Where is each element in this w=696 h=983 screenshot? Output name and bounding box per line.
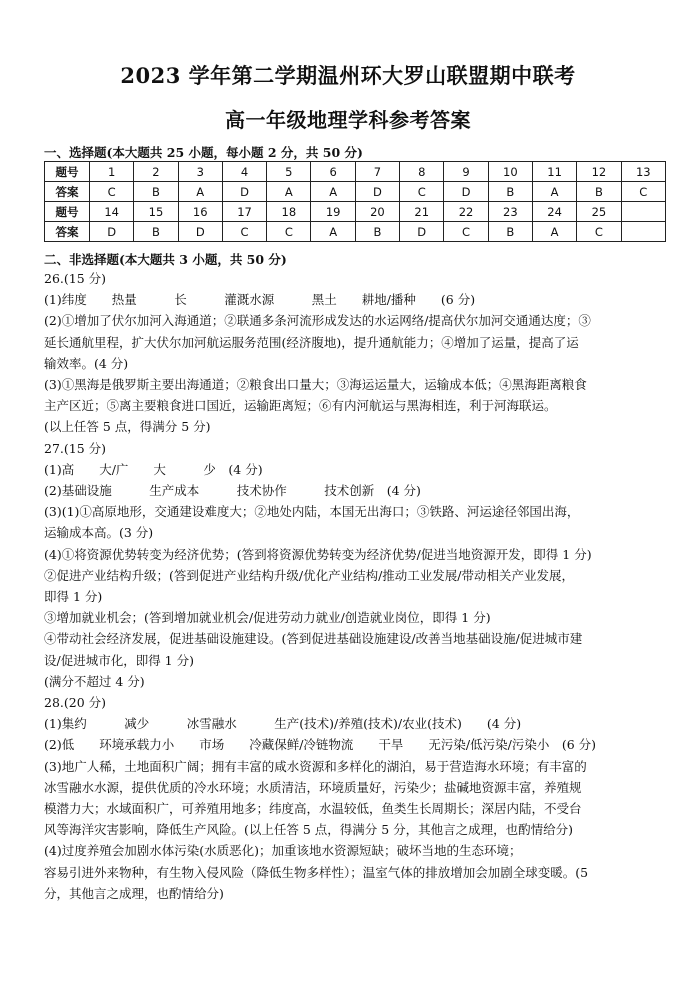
answer-cell: A [311,182,355,202]
answer-line: 延长通航里程，扩大伏尔加河航运服务范围(经济腹地)，提升通航能力；④增加了运量，提高了运 [44,334,579,350]
question-number: 7 [355,162,399,182]
section-2-body [44,268,654,904]
question-number: 25 [577,202,621,222]
question-number: 20 [355,202,399,222]
question-number: 19 [311,202,355,222]
question-number: 12 [577,162,621,182]
answer-line: (2)低 环境承载力小 市场 冷藏保鲜/冷链物流 干旱 无污染/低污染/污染小 (6 分) [44,737,597,753]
table-row [45,162,666,182]
question-number: 1 [90,162,134,182]
answer-line: (4)过度养殖会加剧水体污染(水质恶化)；加重该地水资源短缺；破坏当地的生态环境； [44,843,522,859]
question-number: 9 [444,162,488,182]
answer-cell: B [488,182,532,202]
question-number: 24 [532,202,576,222]
row-label: 答案 [45,182,90,202]
answer-cell: A [532,182,576,202]
section-2-heading: 二、非选择题(本大题共 3 小题，共 50 分) [44,252,287,267]
page-title: 2023 学年第二学期温州环大罗山联盟期中联考 [120,63,576,88]
answer-line: 分，其他言之成理，也酌情给分) [44,885,224,901]
answer-line: ③增加就业机会；(答到增加就业机会/促进劳动力就业/创造就业岗位，即得 1 分) [44,610,491,626]
answer-cell: C [90,182,134,202]
answer-line: 26.(15 分) [44,271,107,286]
answer-cell: A [267,182,311,202]
answer-line: 设/促进城市化，即得 1 分) [44,652,194,668]
question-number: 15 [134,202,178,222]
answer-cell: D [355,182,399,202]
answer-cell: C [577,222,621,242]
answer-cell: A [178,182,222,202]
answer-cell [621,222,665,242]
question-number: 17 [222,202,266,222]
answer-cell: B [488,222,532,242]
question-number: 16 [178,202,222,222]
answer-line: (1)集约 减少 冰雪融水 生产(技术)/养殖(技术)/农业(技术) (4 分) [44,716,522,732]
answer-cell: B [355,222,399,242]
question-number: 10 [488,162,532,182]
answer-cell: C [400,182,444,202]
question-number: 6 [311,162,355,182]
answer-line: (1)高 大/广 大 少 (4 分) [44,461,263,477]
answer-line: 冰雪融水水源，提供优质的冷水环境；水质清洁，环境质量好，污染少；盐碱地资源丰富，养殖规 [44,779,582,795]
answer-line: (3)(1)①高原地形，交通建设难度大；②地处内陆，本国无出海口；③铁路、河运途径邻国出海， [44,504,580,520]
section-1-heading: 一、选择题(本大题共 25 小题，每小题 2 分，共 50 分) [44,145,363,160]
question-number: 2 [134,162,178,182]
answer-line: 运输成本高。(3 分) [44,525,154,541]
answer-cell: D [90,222,134,242]
question-number [621,202,665,222]
table-row [45,222,666,242]
answer-cell: D [444,182,488,202]
answer-line: 27.(15 分) [44,440,107,456]
question-number: 4 [222,162,266,182]
answer-cell: D [222,182,266,202]
choice-answer-table [44,161,666,242]
question-number: 14 [90,202,134,222]
question-number: 21 [400,202,444,222]
answer-cell: A [532,222,576,242]
answer-line: (3)地广人稀，土地面积广阔；拥有丰富的咸水资源和多样化的湖泊，易于营造海水环境；有丰富的 [44,758,587,774]
answer-cell: B [577,182,621,202]
answer-line: (2)①增加了伏尔加河入海通道；②联通多条河流形成发达的水运网络/提高伏尔加河交通通达度；③ [44,313,591,329]
question-number: 23 [488,202,532,222]
row-label: 答案 [45,222,90,242]
answer-cell: B [134,182,178,202]
answer-line: ②促进产业结构升级；(答到促进产业结构升级/优化产业结构/推动工业发展/带动相关产业发展， [44,567,575,583]
table-row [45,182,666,202]
answer-cell: B [134,222,178,242]
answer-line: 主产区近；⑤离主要粮食进口国近，运输距离短；⑥有内河航运与黑海相连，利于河海联运。 [44,398,557,414]
answer-line: (满分不超过 4 分) [44,673,145,689]
answer-line: 28.(20 分) [44,695,107,711]
table-row [45,202,666,222]
answer-line: (3)①黑海是俄罗斯主要出海通道；②粮食出口量大；③海运运量大，运输成本低；④黑海距离粮食 [44,377,587,393]
question-number: 5 [267,162,311,182]
answer-cell: C [267,222,311,242]
answer-line: (4)①将资源优势转变为经济优势；(答到将资源优势转变为经济优势/促进当地资源开发，即得 1 分) [44,546,592,562]
answer-line: 风等海洋灾害影响，降低生产风险。(以上任答 5 点，得满分 5 分，其他言之成理，也酌情给分) [44,822,574,838]
answer-cell: D [178,222,222,242]
question-number: 8 [400,162,444,182]
answer-cell: D [400,222,444,242]
answer-line: 即得 1 分) [44,589,103,605]
question-number: 13 [621,162,665,182]
question-number: 3 [178,162,222,182]
row-label: 题号 [45,202,90,222]
answer-line: ④带动社会经济发展，促进基础设施建设。(答到促进基础设施建设/改善当地基础设施/促进城市建 [44,631,583,647]
answer-cell: A [311,222,355,242]
answer-line: 容易引进外来物种，有生物入侵风险（降低生物多样性）；温室气体的排放增加会加剧全球变暖。(5 [44,864,589,880]
answer-line: 模潜力大；水域面积广，可养殖用地多；纬度高，水温较低，鱼类生长周期长；深居内陆，不受台 [44,801,582,817]
answer-line: (1)纬度 热量 长 灌溉水源 黑土 耕地/播种 (6 分) [44,292,476,308]
answer-cell: C [222,222,266,242]
page-subtitle: 高一年级地理学科参考答案 [225,108,471,132]
answer-line: 输效率。(4 分) [44,355,129,371]
answer-line: (以上任答 5 点，得满分 5 分) [44,419,211,435]
question-number: 11 [532,162,576,182]
answer-line: (2)基础设施 生产成本 技术协作 技术创新 (4 分) [44,483,421,499]
row-label: 题号 [45,162,90,182]
question-number: 18 [267,202,311,222]
question-number: 22 [444,202,488,222]
answer-cell: C [621,182,665,202]
answer-cell: C [444,222,488,242]
